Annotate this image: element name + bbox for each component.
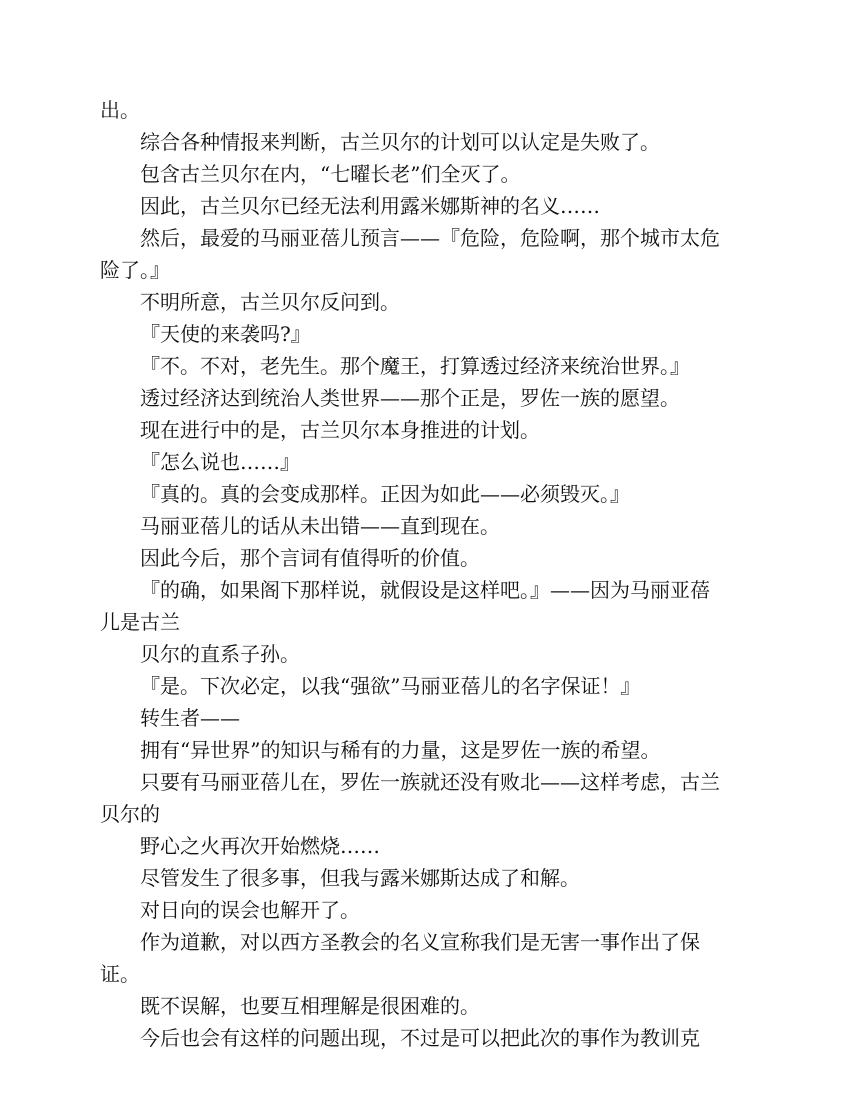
- text-line: 既不误解，也要互相理解是很困难的。: [140, 994, 480, 1018]
- text-line: 『怎么说也……』: [140, 450, 300, 474]
- text-line: 今后也会有这样的问题出现，不过是可以把此次的事作为教训克: [140, 1026, 700, 1050]
- text-line: 转生者——: [140, 706, 240, 730]
- text-line: 『是。下次必定，以我“强欲”马丽亚蓓儿的名字保证！』: [140, 674, 641, 698]
- text-line: 拥有“异世界”的知识与稀有的力量，这是罗佐一族的希望。: [140, 738, 661, 762]
- text-line: 只要有马丽亚蓓儿在，罗佐一族就还没有败北——这样考虑，古兰: [140, 770, 720, 794]
- text-line: 因此，古兰贝尔已经无法利用露米娜斯神的名义……: [140, 194, 600, 218]
- text-line: 贝尔的直系子孙。: [140, 642, 300, 666]
- text-line: 野心之火再次开始燃烧……: [140, 834, 380, 858]
- text-line: 对日向的误会也解开了。: [140, 898, 360, 922]
- document-body: [100, 94, 750, 1054]
- text-line: 马丽亚蓓儿的话从未出错——直到现在。: [140, 514, 500, 538]
- text-line: 不明所意，古兰贝尔反问到。: [140, 290, 400, 314]
- text-line: 然后，最爱的马丽亚蓓儿预言——『危险，危险啊，那个城市太危: [140, 226, 720, 250]
- text-line: 『的确，如果阁下那样说，就假设是这样吧。』——因为马丽亚蓓: [140, 578, 710, 602]
- text-line: 综合各种情报来判断，古兰贝尔的计划可以认定是失败了。: [140, 130, 660, 154]
- text-line: 『天使的来袭吗?』: [140, 322, 311, 346]
- text-line: 现在进行中的是，古兰贝尔本身推进的计划。: [140, 418, 540, 442]
- text-line: 因此今后，那个言词有值得听的价值。: [140, 546, 480, 570]
- text-line: 透过经济达到统治人类世界——那个正是，罗佐一族的愿望。: [140, 386, 680, 410]
- text-line: 尽管发生了很多事，但我与露米娜斯达成了和解。: [140, 866, 580, 890]
- text-line: 证。: [100, 962, 140, 986]
- text-line: 出。: [100, 98, 140, 122]
- text-line: 『真的。真的会变成那样。正因为如此——必须毁灭。』: [140, 482, 630, 506]
- text-line: 儿是古兰: [100, 610, 180, 634]
- text-line: 险了。』: [100, 258, 170, 282]
- text-line: 包含古兰贝尔在内，“七曜长老”们全灭了。: [140, 162, 521, 186]
- text-line: 贝尔的: [100, 802, 160, 826]
- text-line: 作为道歉，对以西方圣教会的名义宣称我们是无害一事作出了保: [140, 930, 700, 954]
- text-line: 『不。不对，老先生。那个魔王，打算透过经济来统治世界。』: [140, 354, 690, 378]
